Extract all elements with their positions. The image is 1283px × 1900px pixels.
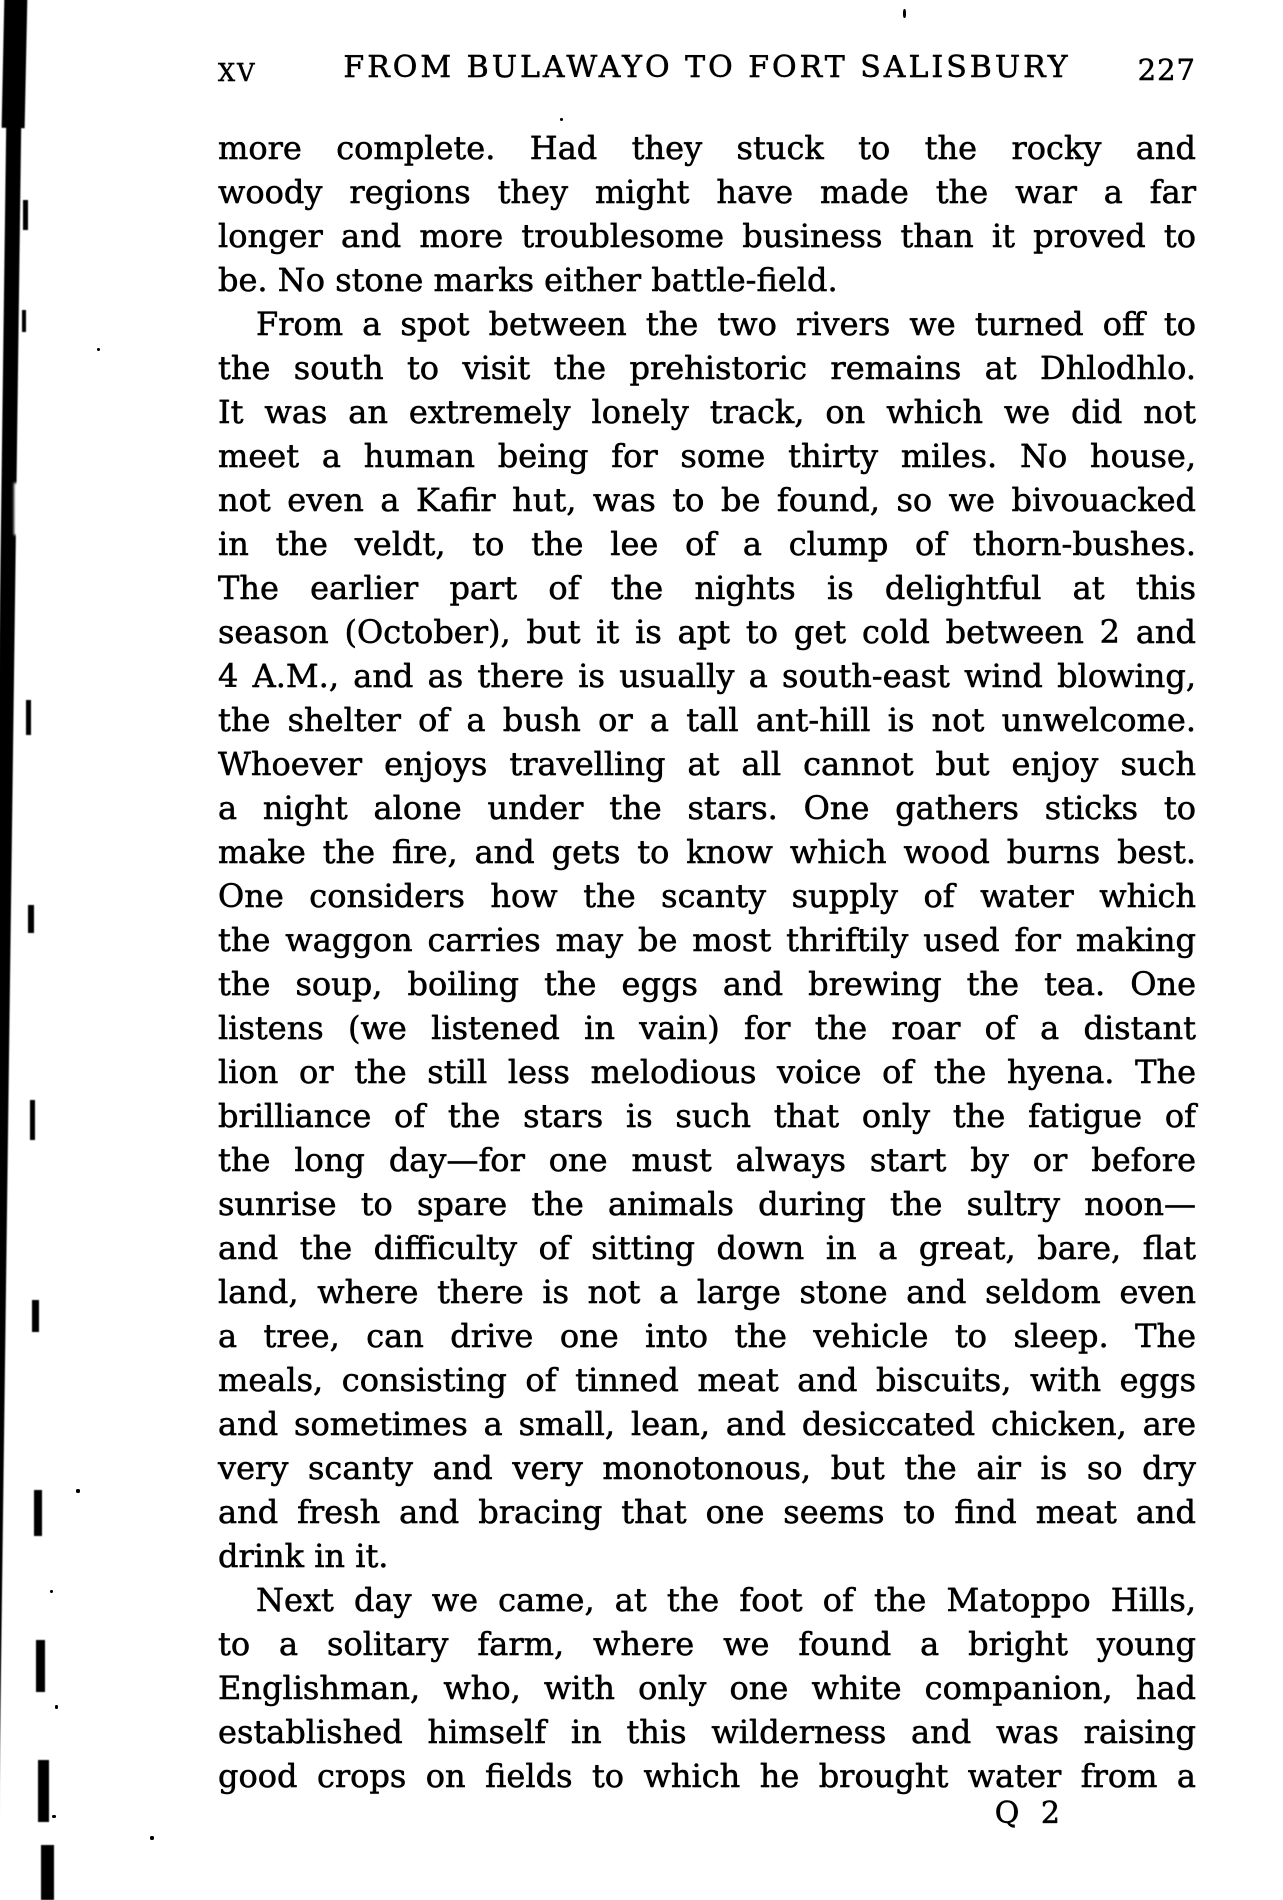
text-line: land, where there is not a large stone and seldom even (218, 1273, 1196, 1311)
running-header (218, 50, 1196, 94)
text-line: drink in it. (218, 1537, 389, 1575)
binding-ragged-edge (30, 1100, 35, 1140)
text-line: sunrise to spare the animals during the sultry noon— (218, 1185, 1196, 1223)
text-line: make the fire, and gets to know which wood burns best. (218, 833, 1196, 871)
binding-ragged-edge (28, 905, 34, 933)
text-line: established himself in this wilderness and was raising (218, 1713, 1196, 1751)
binding-ragged-edge (41, 1845, 54, 1900)
text-line: Englishman, who, with only one white companion, had (218, 1669, 1196, 1707)
text-line: 4 A.M., and as there is usually a south-east wind blowing, (218, 657, 1196, 695)
scan-speckle (903, 9, 906, 18)
text-line: It was an extremely lonely track, on which we did not (218, 393, 1196, 431)
scan-speckle (55, 1705, 58, 1709)
scan-speckle (52, 1815, 56, 1818)
text-line: the soup, boiling the eggs and brewing the tea. One (218, 965, 1196, 1003)
text-line: season (October), but it is apt to get cold between 2 and (218, 613, 1196, 651)
text-line: and fresh and bracing that one seems to find meat and (218, 1493, 1196, 1531)
text-line: and the difficulty of sitting down in a great, bare, flat (218, 1229, 1196, 1267)
body-text (218, 126, 1196, 1798)
binding-ragged-edge (32, 1300, 39, 1332)
text-line: more complete. Had they stuck to the rocky and (218, 129, 1196, 167)
text-line: longer and more troublesome business than it proved to (218, 217, 1196, 255)
text-line: From a spot between the two rivers we turned off to (256, 305, 1196, 343)
text-line: a tree, can drive one into the vehicle to sleep. The (218, 1317, 1196, 1355)
text-line: meet a human being for some thirty miles. No house, (218, 437, 1196, 475)
text-line: in the veldt, to the lee of a clump of thorn-bushes. (218, 525, 1196, 563)
text-line: good crops on fields to which he brought water from a (218, 1757, 1196, 1795)
binding-bar (0, 0, 23, 1900)
scan-speckle (560, 118, 563, 121)
text-line: the south to visit the prehistoric remains at Dhlodhlo. (218, 349, 1196, 387)
text-line: not even a Kafir hut, was to be found, so we bivouacked (218, 481, 1196, 519)
text-line: woody regions they might have made the war a far (218, 173, 1196, 211)
binding-ragged-edge (23, 200, 28, 230)
text-line: the waggon carries may be most thriftily used for making (218, 921, 1196, 959)
scan-speckle (50, 1590, 53, 1593)
text-line: to a solitary farm, where we found a bright young (218, 1625, 1196, 1663)
text-line: The earlier part of the nights is delightful at this (218, 569, 1196, 607)
text-line: Whoever enjoys travelling at all cannot but enjoy such (218, 745, 1196, 783)
text-line: very scanty and very monotonous, but the air is so dry (218, 1449, 1196, 1487)
text-line: and sometimes a small, lean, and desiccated chicken, are (218, 1405, 1196, 1443)
scan-speckle (97, 348, 100, 351)
binding-top-blob (2, 0, 28, 128)
page-footer (218, 1796, 1196, 1831)
binding-ragged-edge (22, 310, 26, 332)
text-line: One considers how the scanty supply of water which (218, 877, 1196, 915)
text-line: the shelter of a bush or a tall ant-hill is not unwelcome. (218, 701, 1196, 739)
binding-gap (14, 483, 38, 535)
scan-speckle (76, 1489, 80, 1493)
text-line: the long day—for one must always start by or before (218, 1141, 1196, 1179)
scan-speckle (150, 1836, 154, 1840)
text-line: Next day we came, at the foot of the Matoppo Hills, (256, 1581, 1196, 1619)
binding-ragged-edge (36, 1640, 45, 1692)
running-title: FROM BULAWAYO TO FORT SALISBURY (343, 50, 1071, 85)
chapter-numeral: XV (218, 59, 257, 87)
text-line: lion or the still less melodious voice of the hyena. The (218, 1053, 1196, 1091)
text-line: meals, consisting of tinned meat and biscuits, with eggs (218, 1361, 1196, 1399)
binding-ragged-edge (38, 1760, 49, 1822)
text-line: be. No stone marks either battle-field. (218, 261, 838, 299)
binding-edge-artifact (0, 0, 70, 1900)
printers-signature: Q 2 (994, 1796, 1066, 1831)
binding-ragged-edge (26, 700, 31, 735)
text-line: listens (we listened in vain) for the roar of a distant (218, 1009, 1196, 1047)
binding-ragged-edge (34, 1490, 42, 1536)
text-line: a night alone under the stars. One gathers sticks to (218, 789, 1196, 827)
page-number: 227 (1137, 53, 1196, 87)
text-line: brilliance of the stars is such that only the fatigue of (218, 1097, 1196, 1135)
